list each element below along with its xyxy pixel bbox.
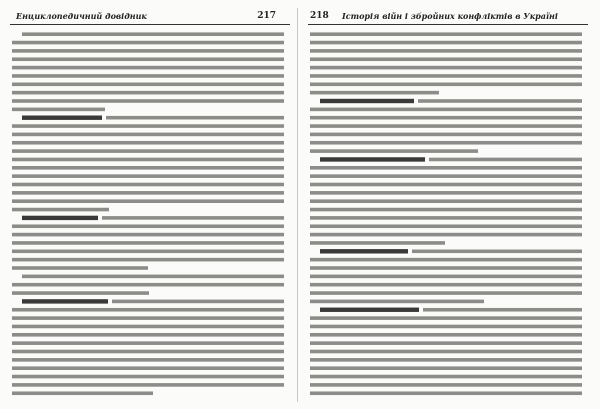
text-line-placeholder [12,108,105,112]
text-line-placeholder [310,32,582,36]
text-line-placeholder [310,91,439,95]
text-line-placeholder [12,233,284,237]
text-line-placeholder [310,57,582,61]
text-line-placeholder [310,350,582,354]
text-line-placeholder [12,258,284,262]
text-line-placeholder [12,174,284,178]
right-page-text-lines [308,30,588,396]
text-line-placeholder [12,74,284,78]
text-line-placeholder [310,266,582,270]
text-line-placeholder [310,183,582,187]
text-line-placeholder [423,308,582,312]
text-line-placeholder [12,241,284,245]
text-line-placeholder [12,316,284,320]
text-line-placeholder [12,183,284,187]
text-line-placeholder [12,166,284,170]
text-line-placeholder [12,383,284,387]
text-line-placeholder [310,141,582,145]
text-line-placeholder [429,158,582,162]
text-line-placeholder [310,191,582,195]
text-line-placeholder [12,358,284,362]
text-line-placeholder [310,383,582,387]
text-line-placeholder [310,316,582,320]
entry-headword-placeholder [320,308,419,312]
text-line-placeholder [310,300,484,304]
left-running-head [10,10,290,25]
text-line-placeholder [310,333,582,337]
text-line-placeholder [12,375,284,379]
left-page-body-text [10,30,290,396]
text-line-placeholder [12,191,284,195]
text-line-placeholder [310,108,582,112]
entry-headword-placeholder [22,216,98,220]
text-line-placeholder [310,133,582,137]
text-line-placeholder [310,241,445,245]
right-running-head [308,10,588,25]
text-line-placeholder [12,133,284,137]
text-line-placeholder [310,41,582,45]
text-line-placeholder [12,266,148,270]
text-line-placeholder [12,250,284,254]
text-line-placeholder [412,250,582,254]
text-line-placeholder [310,174,582,178]
entry-headword-placeholder [320,249,408,253]
text-line-placeholder [12,49,284,53]
text-line-placeholder [12,149,284,153]
text-line-placeholder [310,275,582,279]
text-line-placeholder [310,325,582,329]
text-line-placeholder [12,291,149,295]
text-line-placeholder [310,83,582,87]
text-line-placeholder [310,199,582,203]
text-line-placeholder [12,124,284,128]
text-line-placeholder [310,208,582,212]
text-line-placeholder [12,91,284,95]
text-line-placeholder [12,283,284,287]
text-line-placeholder [12,391,153,395]
text-line-placeholder [12,325,284,329]
text-line-placeholder [12,350,284,354]
text-line-placeholder [310,233,582,237]
text-line-placeholder [22,275,284,279]
text-line-placeholder [12,66,284,70]
text-line-placeholder [12,333,284,337]
text-line-placeholder [310,341,582,345]
text-line-placeholder [12,99,284,103]
text-line-placeholder [12,224,284,228]
text-line-placeholder [310,216,582,220]
text-line-placeholder [310,124,582,128]
text-line-placeholder [12,158,284,162]
text-line-placeholder [310,66,582,70]
text-line-placeholder [112,300,284,304]
left-page-text-lines [10,30,290,396]
text-line-placeholder [12,366,284,370]
left-running-head-title: Енциклопедичний довідник [16,11,147,21]
text-line-placeholder [12,341,284,345]
text-line-placeholder [310,391,582,395]
text-line-placeholder [310,74,582,78]
text-line-placeholder [310,49,582,53]
text-line-placeholder [106,116,284,120]
text-line-placeholder [310,166,582,170]
text-line-placeholder [310,358,582,362]
text-line-placeholder [12,208,109,212]
right-running-head-title: Історія війн і збройних конфліктів в Україні [342,11,558,21]
text-line-placeholder [310,149,478,153]
text-line-placeholder [310,366,582,370]
text-line-placeholder [12,308,284,312]
text-line-placeholder [12,141,284,145]
text-line-placeholder [12,83,284,87]
text-line-placeholder [310,375,582,379]
text-line-placeholder [12,41,284,45]
entry-headword-placeholder [320,99,414,103]
text-line-placeholder [418,99,582,103]
right-page [308,10,588,400]
text-line-placeholder [310,283,582,287]
left-page-number: 217 [257,11,276,21]
right-page-body-text [308,30,588,396]
text-line-placeholder [12,57,284,61]
left-page [10,10,290,400]
text-line-placeholder [102,216,284,220]
text-line-placeholder [310,224,582,228]
text-line-placeholder [310,291,582,295]
page-gutter [297,8,298,402]
text-line-placeholder [22,32,284,36]
text-line-placeholder [310,116,582,120]
text-line-placeholder [310,258,582,262]
text-line-placeholder [12,199,284,203]
entry-headword-placeholder [22,299,108,303]
entry-headword-placeholder [22,116,102,120]
right-page-number: 218 [310,11,329,21]
entry-headword-placeholder [320,157,425,161]
